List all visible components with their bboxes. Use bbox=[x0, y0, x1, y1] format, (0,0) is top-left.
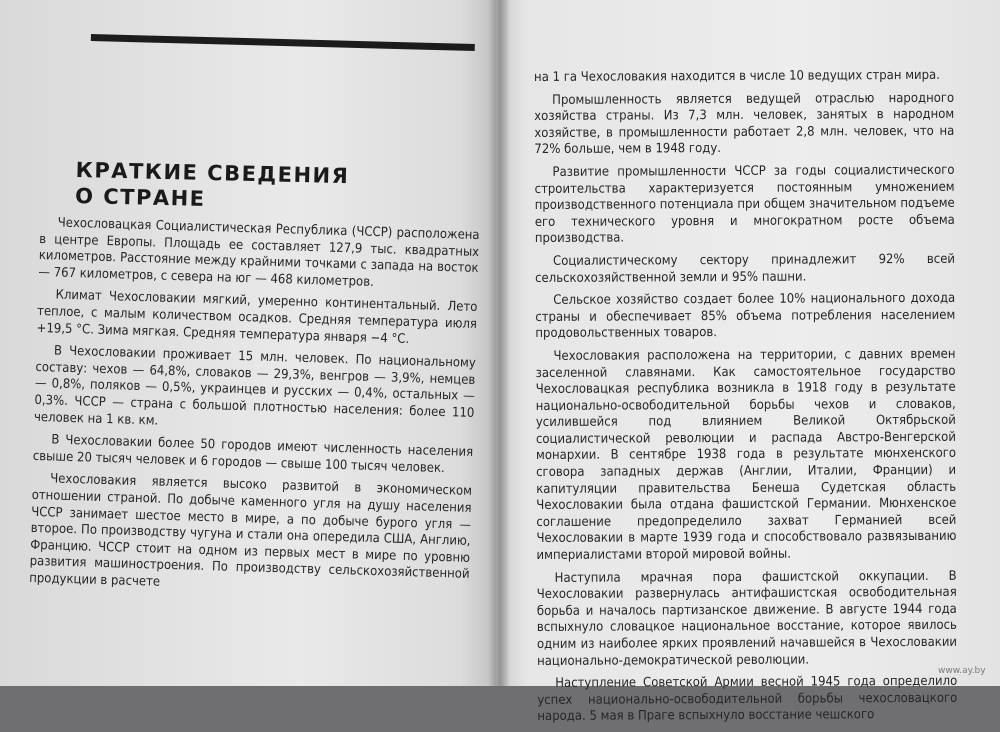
left-page-text bbox=[29, 215, 480, 606]
heading-line-2: О СТРАНЕ bbox=[74, 183, 206, 211]
right-paragraph: Чехословакия расположена на территории, с давних времен заселенной славянами. Как самостоятельное государство Чехословацкая республика возникла в 1918 году в результате национально-освободительной борьбы чехов и словаков, усилившейся под влиянием Великой Октябрьской социалистической революции и распада Австро-Венгерской монархии. В сентябре 1938 года в результате мюнхенского сговора западных держав (Англии, Италии, Франции) и капитуляции правительства Бенеша Судетская область Чехословакии была отдана фашистской Германии. Мюнхенское соглашение предопределило захват Германией всей Чехословакии в марте 1939 года и способствовало развязыванию империалистами второй мировой войны. bbox=[535, 346, 957, 564]
left-paragraph: В Чехословакии проживает 15 млн. человек. По национальному составу: чехов — 64,8%, словаков — 29,3%, венгров — 3,9%, немцев — 0,8%, поляков — 0,5%, украинцев и русских — 0,4%, остальных — 0,3%. ЧССР — страна с большой плотностью населения: более 110 человек на 1 кв. км. bbox=[33, 343, 477, 429]
right-page-text bbox=[534, 68, 957, 732]
left-paragraph: Чехословакия является высоко развитой в экономическом отношении страной. По добыче каменного угля на душу населения ЧССР занимает шестое место в мире, а по добыче бурого угля — второе. По производству чугуна и стали она опередила США, Англию, Францию. ЧССР стоит на одном из первых мест в мире по уровню развития машиностроения. По производству сельскохозяйственной продукции в расчете bbox=[28, 471, 473, 590]
left-paragraph: Чехословацкая Социалистическая Республика (ЧССР) расположена в центре Европы. Площадь ее составляет 127,9 тыс. квадратных километров. Расстояние между крайними точками с запада на восток — 767 километров, с севера на юг — 468 километров. bbox=[38, 215, 480, 290]
right-paragraph: Социалистическому сектору принадлежит 92% всей сельскохозяйственной земли и 95% пашни. bbox=[535, 251, 956, 286]
right-paragraph: Промышленность является ведущей отраслью народного хозяйства страны. Из 7,3 млн. человек, занятых в народном хозяйстве, в промышленности работает 2,8 млн. человек, что на 72% больше, чем в 1948 году. bbox=[534, 90, 955, 158]
book-gutter-shadow bbox=[488, 0, 510, 686]
right-paragraph: Наступление Советской Армии весной 1945 года определило успех национально-освободительной борьбы чехословацкого народа. 5 мая в Праге вспыхнуло восстание чешского bbox=[537, 673, 958, 725]
right-paragraph: Сельское хозяйство создает более 10% национального дохода страны и обеспечивает 85% объема потребления населением продовольственных товаров. bbox=[535, 290, 956, 342]
heading-line-1: КРАТКИЕ СВЕДЕНИЯ bbox=[75, 157, 350, 189]
right-paragraph: на 1 га Чехословакия находится в числе 10 ведущих стран мира. bbox=[534, 67, 940, 85]
section-heading bbox=[75, 157, 396, 216]
right-paragraph: Наступила мрачная пора фашистской оккупации. В Чехословакии развернулась антифашистская освободительная борьба и началось партизанское движение. В августе 1944 года вспыхнуло словацкое национальное восстание, которое явилось одним из наиболее ярких проявлений начавшейся в Чехословакии национально-демократической революции. bbox=[536, 568, 958, 669]
left-paragraph: В Чехословакии более 50 городов имеют численность населения свыше 20 тысяч человек и 6 городов — свыше 100 тысяч человек. bbox=[32, 432, 474, 476]
left-paragraph: Климат Чехословакии мягкий, умеренно континентальный. Лето теплое, с малым количеством осадков. Средняя температура июля +19,5 °С. Зима мягкая. Средняя температура января −4 °С. bbox=[36, 287, 478, 347]
watermark-text: www.ay.by bbox=[938, 666, 986, 676]
right-paragraph: Развитие промышленности ЧССР за годы социалистического строительства характеризуется постоянным умножением производственного потенциала при общем значительном подъеме его технического уровня и многократном росте объема производства. bbox=[534, 162, 955, 247]
